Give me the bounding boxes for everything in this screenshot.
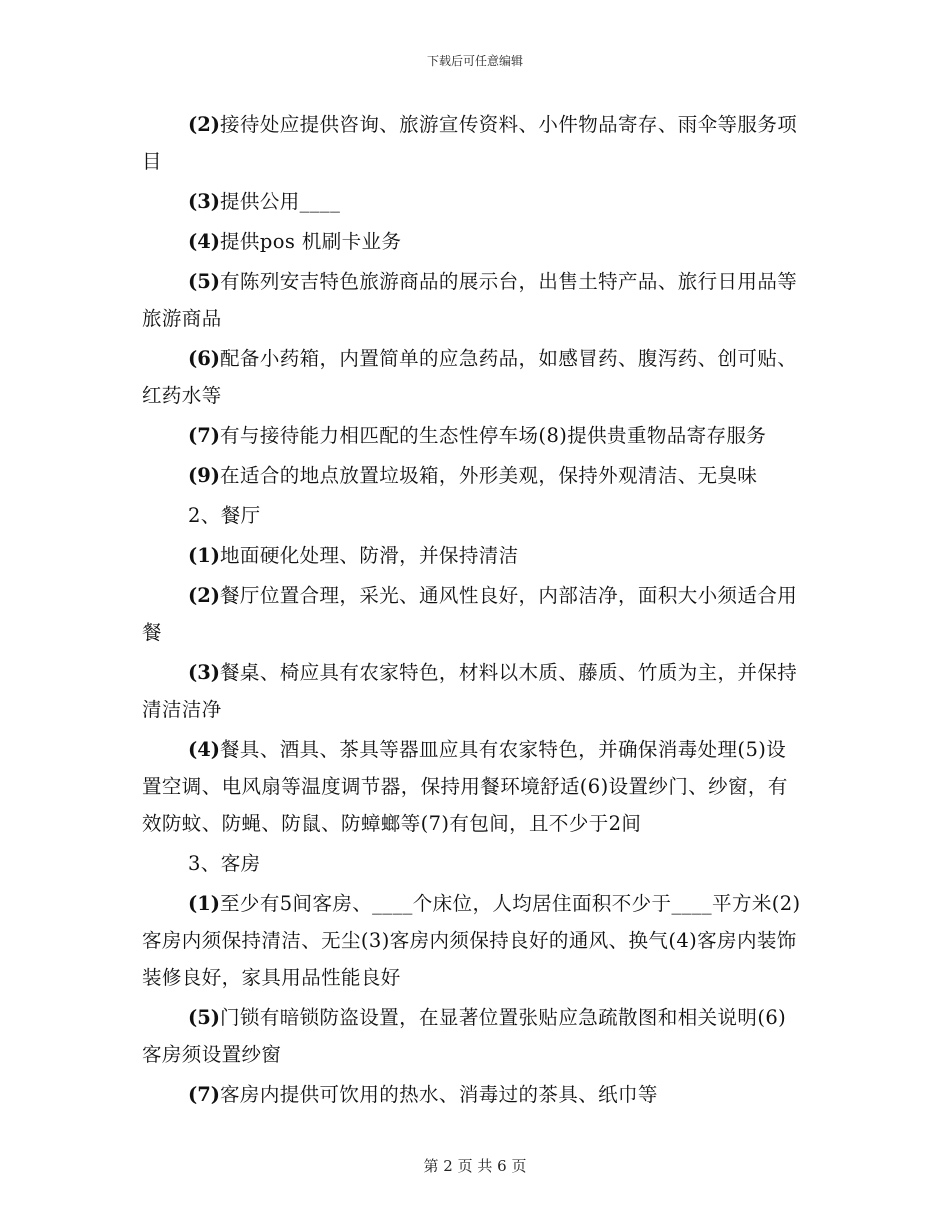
paragraph xyxy=(142,537,806,574)
paragraph-text: 门锁有暗锁防盗设置，在显著位置张贴应急疏散图和相关说明(6)客房须设置纱窗 xyxy=(142,1006,787,1066)
heading-text: 3、客房 xyxy=(188,852,261,875)
page-footer: 第 2 页 共 6 页 xyxy=(423,1157,527,1175)
paragraph xyxy=(142,731,806,842)
item-number: (6) xyxy=(188,347,221,370)
item-number: (7) xyxy=(188,1083,221,1106)
paragraph-text: 餐厅位置合理，采光、通风性良好，内部洁净，面积大小须适合用餐 xyxy=(142,584,798,644)
item-number: (5) xyxy=(188,1006,221,1029)
paragraph-text: 有陈列安吉特色旅游商品的展示台，出售土特产品、旅行日用品等旅游商品 xyxy=(142,270,798,330)
paragraph-text: 接待处应提供咨询、旅游宣传资料、小件物品寄存、雨伞等服务项目 xyxy=(142,113,798,173)
paragraph xyxy=(142,885,806,996)
paragraph-text: 餐具、酒具、茶具等器皿应具有农家特色，并确保消毒处理(5)设置空调、电风扇等温度调节器，保持用餐环境舒适(6)设置纱门、纱窗，有效防蚊、防蝇、防鼠、防蟑螂等(7)有包间，且不少于2间 xyxy=(142,738,788,835)
paragraph-text: 地面硬化处理、防滑，并保持清洁 xyxy=(220,544,519,567)
paragraph xyxy=(142,340,806,414)
paragraph xyxy=(142,654,806,728)
paragraph-text: 在适合的地点放置垃圾箱，外形美观，保持外观清洁、无臭味 xyxy=(220,464,758,487)
paragraph xyxy=(142,263,806,337)
item-number: (9) xyxy=(188,464,221,487)
document-body xyxy=(142,106,806,1116)
page-header: 下载后可任意编辑 xyxy=(426,54,523,68)
item-number: (5) xyxy=(188,270,221,293)
paragraph xyxy=(142,999,806,1073)
heading-text: 2、餐厅 xyxy=(188,504,261,527)
paragraph-text: 客房内提供可饮用的热水、消毒过的茶具、纸巾等 xyxy=(220,1083,658,1106)
paragraph xyxy=(142,183,806,220)
item-number: (4) xyxy=(188,738,221,761)
paragraph xyxy=(142,417,806,454)
paragraph xyxy=(142,1076,806,1113)
paragraph xyxy=(142,106,806,180)
item-number: (7) xyxy=(188,424,221,447)
paragraph-text: 至少有5间客房、____个床位，人均居住面积不少于____平方米(2)客房内须保持清洁、无尘(3)客房内须保持良好的通风、换气(4)客房内装饰装修良好，家具用品性能良好 xyxy=(142,892,801,989)
paragraph-text: 提供公用____ xyxy=(220,190,341,213)
item-number: (4) xyxy=(188,230,221,253)
item-number: (3) xyxy=(188,190,221,213)
section-heading xyxy=(142,497,806,534)
item-number: (1) xyxy=(188,892,221,915)
item-number: (3) xyxy=(188,661,221,684)
paragraph xyxy=(142,223,806,260)
section-heading xyxy=(142,845,806,882)
paragraph xyxy=(142,457,806,494)
item-number: (2) xyxy=(188,113,221,136)
paragraph xyxy=(142,577,806,651)
paragraph-text: 有与接待能力相匹配的生态性停车场(8)提供贵重物品寄存服务 xyxy=(220,424,767,447)
item-number: (1) xyxy=(188,544,221,567)
paragraph-text: 提供pos 机刷卡业务 xyxy=(220,230,402,253)
item-number: (2) xyxy=(188,584,221,607)
paragraph-text: 餐桌、椅应具有农家特色，材料以木质、藤质、竹质为主，并保持清洁洁净 xyxy=(142,661,798,721)
paragraph-text: 配备小药箱，内置简单的应急药品，如感冒药、腹泻药、创可贴、红药水等 xyxy=(142,347,798,407)
